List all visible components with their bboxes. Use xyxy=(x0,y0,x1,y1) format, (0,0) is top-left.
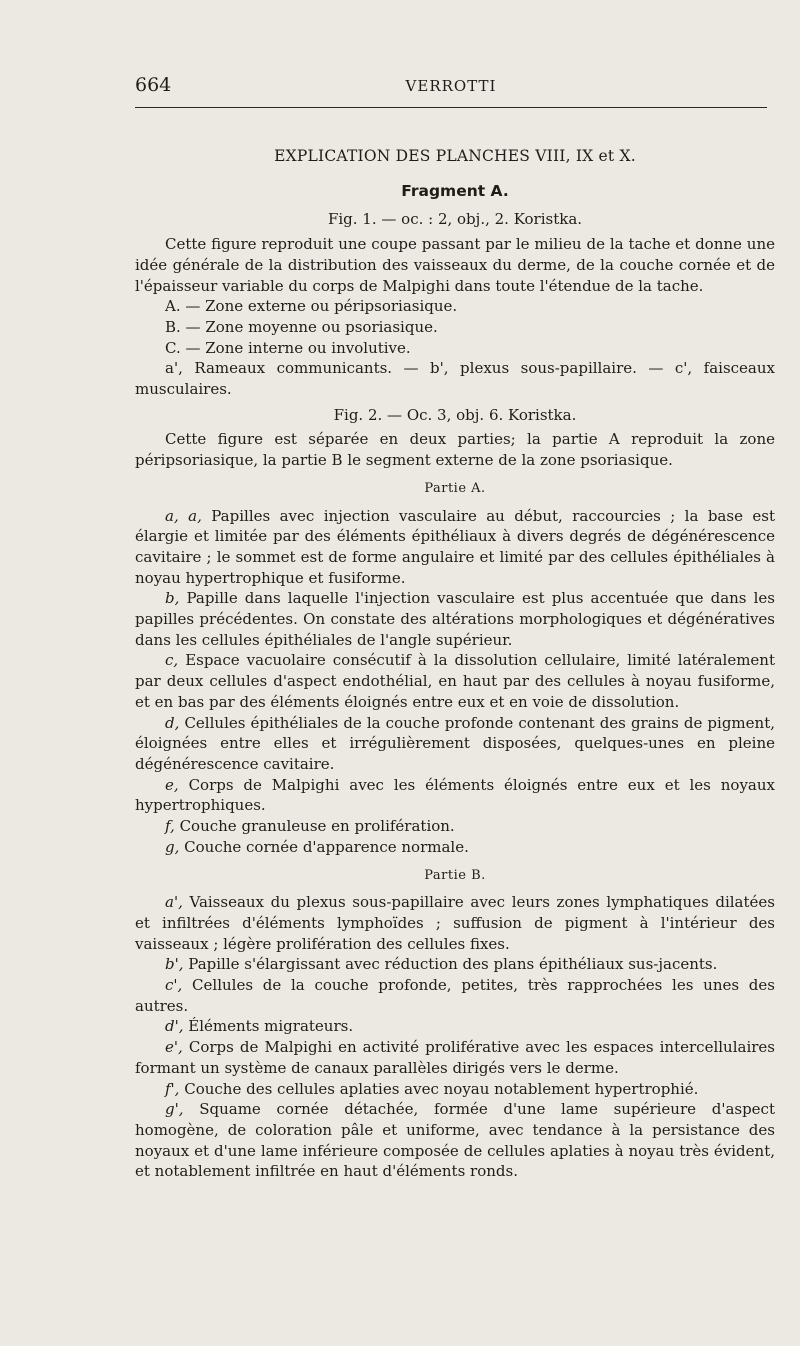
item-text: Squame cornée détachée, formée d'une lame supérieure d'aspect homogène, de coloration pâle et uniforme, avec tendance à la persistance des noyaux et d'une lame inférieure composée de cellules aplaties à noyau très évident, et notablement infiltrée en haut d'éléments ronds. xyxy=(135,1100,775,1181)
item-text: Vaisseaux du plexus sous-papillaire avec leurs zones lymphatiques dilatées et infiltrées d'éléments lymphoïdes ; suffusion de pigment à l'intérieur des vaisseaux ; légère prolifération des cellules fixes. xyxy=(135,893,775,953)
list-item xyxy=(135,816,775,837)
list-item xyxy=(135,954,775,975)
list-item xyxy=(135,975,775,1016)
list-item xyxy=(135,1099,775,1182)
running-head: VERROTTI xyxy=(405,77,497,95)
item-label: f', xyxy=(165,1079,180,1098)
item-text: Papilles avec injection vasculaire au début, raccourcies ; la base est élargie et limitée par des éléments épithéliaux à divers degrés de dégénérescence cavitaire ; le sommet est de forme angulaire et limité par des cellules épithéliales à noyau hypertrophique et fusiforme. xyxy=(135,506,775,587)
item-label: g, xyxy=(165,837,180,856)
item-text: Couche granuleuse en prolifération. xyxy=(179,817,455,836)
fig1-legend-c: C. — Zone interne ou involutive. xyxy=(165,338,411,357)
list-item xyxy=(135,588,775,650)
item-label: a', xyxy=(165,893,183,912)
header-rule xyxy=(135,107,767,108)
item-label: d, xyxy=(165,713,180,732)
fig1-caption: Fig. 1. — oc. : 2, obj., 2. Koristka. xyxy=(327,210,583,229)
item-text: Cellules de la couche profonde, petites, très rapprochées les unes des autres. xyxy=(135,976,775,1015)
page-header xyxy=(135,74,767,98)
fig1-description: Cette figure reproduit une coupe passant par le milieu de la tache et donne une idée générale de la distribution des vaisseaux du derme, de la couche cornée et de l'épaisseur variable du corps de Malpighi dans toute l'étendue de la tache. xyxy=(135,235,775,295)
fig1-legend-b: B. — Zone moyenne ou psoriasique. xyxy=(165,317,438,336)
item-label: a, a, xyxy=(165,506,202,525)
partie-a-heading: Partie A. xyxy=(424,480,486,496)
list-item xyxy=(135,1037,775,1078)
item-label: e', xyxy=(165,1038,183,1057)
list-item xyxy=(135,713,775,775)
item-label: g', xyxy=(165,1100,184,1119)
page-number: 664 xyxy=(135,74,172,96)
partie-a-list xyxy=(135,506,775,858)
partie-b-list xyxy=(135,892,775,1182)
item-label: d', xyxy=(165,1017,184,1036)
fig1-legend-abc: a', Rameaux communicants. — b', plexus sous-papillaire. — c', faisceaux musculaires. xyxy=(135,359,775,399)
item-text: Couche cornée d'apparence normale. xyxy=(184,837,469,856)
item-text: Corps de Malpighi en activité proliférative avec les espaces intercellulaires formant un système de canaux parallèles dirigés vers le derme. xyxy=(135,1038,775,1077)
item-text: Cellules épithéliales de la couche profonde contenant des grains de pigment, éloignées entre elles et irrégulièrement disposées, quelques-unes en pleine dégénérescence cavitaire. xyxy=(135,713,775,773)
item-label: e, xyxy=(165,775,179,794)
item-label: c, xyxy=(165,651,179,670)
section-title: EXPLICATION DES PLANCHES VIII, IX et X. xyxy=(274,147,636,165)
item-label: c', xyxy=(165,976,183,995)
item-text: Couche des cellules aplaties avec noyau notablement hypertrophié. xyxy=(184,1079,699,1098)
item-text: Papille s'élargissant avec réduction des plans épithéliaux sus-jacents. xyxy=(188,955,718,974)
fig2-caption: Fig. 2. — Oc. 3, obj. 6. Koristka. xyxy=(333,405,577,424)
fig1-legend-a: A. — Zone externe ou péripsoriasique. xyxy=(165,297,458,316)
fragment-title: Fragment A. xyxy=(401,181,509,200)
item-text: Papille dans laquelle l'injection vasculaire est plus accentuée que dans les papilles précédentes. On constate des altérations morphologiques et dégénératives dans les cellules épithéliales de l'angle supérieur. xyxy=(135,589,775,649)
list-item xyxy=(135,837,775,858)
item-label: b, xyxy=(165,589,180,608)
list-item xyxy=(135,892,775,954)
item-text: Espace vacuolaire consécutif à la dissolution cellulaire, limité latéralement par deux cellules d'aspect endothélial, en haut par des cellules à noyau fusiforme, et en bas par des éléments éloignés entre eux et en voie de dissolution. xyxy=(135,651,775,711)
item-label: f, xyxy=(165,817,175,836)
list-item xyxy=(135,1016,775,1037)
list-item xyxy=(135,1079,775,1100)
item-text: Corps de Malpighi avec les éléments éloignés entre eux et les noyaux hypertrophiques. xyxy=(135,775,775,815)
partie-b-heading: Partie B. xyxy=(424,867,486,883)
item-text: Éléments migrateurs. xyxy=(188,1017,354,1036)
fig2-description: Cette figure est séparée en deux parties; la partie A reproduit la zone péripsoriasique, la partie B le segment externe de la zone psoriasique. xyxy=(135,430,775,470)
list-item xyxy=(135,506,775,589)
item-label: b', xyxy=(165,955,184,974)
list-item xyxy=(135,650,775,712)
list-item xyxy=(135,775,775,816)
page-body xyxy=(135,146,775,1182)
